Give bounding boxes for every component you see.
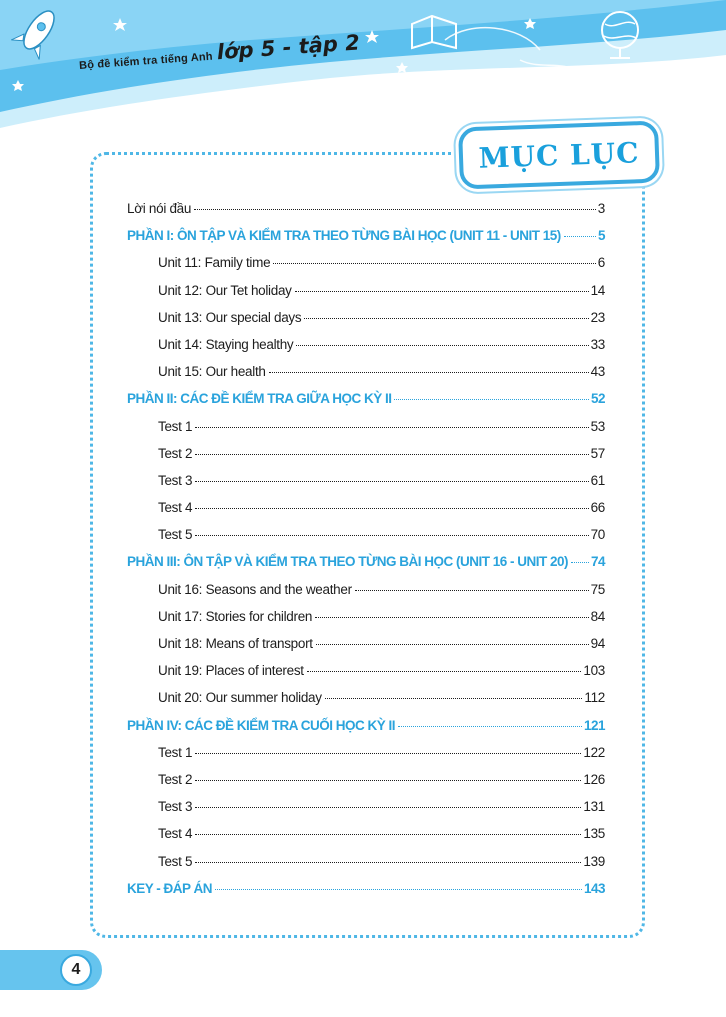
dot-leader: [195, 535, 588, 536]
toc-entry-row: [127, 582, 605, 609]
toc-entry-title: Unit 18: Means of transport: [158, 636, 313, 651]
toc-entry-row: [127, 636, 605, 663]
dot-leader: [564, 236, 596, 237]
toc-part-row: [127, 228, 605, 255]
toc-page-number: 14: [590, 282, 605, 298]
toc-entry-title: Unit 16: Seasons and the weather: [158, 581, 352, 597]
toc-entry-title: PHẦN I: ÔN TẬP VÀ KIỂM TRA THEO TỪNG BÀI HỌC (UNIT 11 - UNIT 15): [127, 228, 561, 244]
toc-entry-title: Unit 20: Our summer holiday: [158, 690, 322, 706]
series-title-small: Bộ đề kiểm tra tiếng Anh: [78, 50, 214, 72]
toc-entry-title: Test 3: [158, 472, 193, 488]
toc-page-number: 135: [583, 826, 605, 842]
dot-leader: [269, 372, 589, 373]
toc-entry-title: Test 1: [158, 418, 193, 434]
toc-entry-title: KEY - ĐÁP ÁN: [127, 880, 213, 896]
toc-entry-title: Test 2: [158, 771, 193, 787]
toc-entry-row: [127, 446, 605, 473]
toc-entry-row: [127, 772, 605, 799]
toc-entry-title: Test 5: [158, 853, 193, 869]
toc-page-number: 131: [583, 799, 605, 815]
toc-page-number: 5: [597, 228, 605, 244]
toc-entry-title: Test 2: [158, 445, 193, 461]
toc-list: [127, 201, 605, 908]
toc-page-number: 121: [583, 717, 605, 733]
toc-entry-row: [127, 854, 605, 881]
dot-leader: [571, 562, 589, 563]
toc-entry-title: Unit 15: Our health: [158, 364, 266, 380]
toc-entry-row: [127, 283, 605, 310]
dot-leader: [304, 318, 588, 319]
dot-leader: [195, 780, 581, 781]
toc-entry-title: Unit 11: Family time: [158, 255, 271, 271]
toc-entry-title: Unit 17: Stories for children: [158, 608, 313, 624]
page-number: 4: [60, 954, 92, 986]
dot-leader: [315, 617, 588, 618]
toc-page-number: 139: [583, 853, 605, 869]
toc-entry-row: [127, 310, 605, 337]
toc-entry-row: [127, 419, 605, 446]
dot-leader: [194, 209, 596, 210]
toc-page-number: 74: [590, 554, 605, 570]
toc-entry-row: [127, 690, 605, 717]
toc-page-number: 23: [590, 309, 605, 325]
dot-leader: [316, 644, 589, 645]
toc-page-number: 84: [590, 608, 605, 624]
dot-leader: [355, 590, 589, 591]
toc-entry-title: PHẦN IV: CÁC ĐỀ KIỂM TRA CUỐI HỌC KỲ II: [127, 717, 396, 733]
toc-page-number: 103: [583, 663, 605, 679]
dot-leader: [195, 753, 581, 754]
toc-entry-title: PHẦN II: CÁC ĐỀ KIỂM TRA GIỮA HỌC KỲ II: [127, 391, 392, 407]
toc-page-number: 112: [584, 690, 605, 706]
toc-entry-row: [127, 609, 605, 636]
toc-entry-title: Test 4: [158, 826, 193, 842]
toc-entry-title: Test 4: [158, 500, 193, 516]
dot-leader: [195, 834, 581, 835]
toc-page-number: 52: [590, 391, 605, 407]
toc-entry-title: Unit 19: Places of interest: [158, 663, 304, 679]
toc-page-number: 66: [590, 500, 605, 516]
toc-entry-title: PHẦN III: ÔN TẬP VÀ KIỂM TRA THEO TỪNG BÀI HỌC (UNIT 16 - UNIT 20): [127, 554, 568, 570]
toc-page-number: 6: [597, 255, 605, 271]
toc-entry-title: Unit 12: Our Tet holiday: [158, 282, 292, 298]
toc-entry-title: Lời nói đầu: [127, 201, 192, 216]
toc-page-number: 57: [590, 445, 605, 461]
toc-entry-title: Test 5: [158, 527, 193, 543]
toc-entry-row: [127, 527, 605, 554]
toc-page-number: 75: [590, 581, 605, 597]
dot-leader: [307, 671, 582, 672]
dot-leader: [195, 454, 588, 455]
series-title-big: lớp 5 - tập 2: [216, 30, 361, 65]
toc-page-number: 122: [583, 744, 605, 760]
dot-leader: [215, 889, 582, 890]
toc-page-number: 126: [583, 771, 605, 787]
toc-entry-row: [127, 826, 605, 853]
dot-leader: [295, 291, 589, 292]
toc-entry-row: [127, 473, 605, 500]
toc-entry-title: Unit 13: Our special days: [158, 309, 302, 325]
toc-page-number: 53: [590, 418, 605, 434]
toc-page-number: 61: [590, 472, 605, 488]
toc-entry-row: [127, 663, 605, 690]
toc-part-row: [127, 554, 605, 581]
dot-leader: [394, 399, 589, 400]
toc-entry-row: [127, 364, 605, 391]
dot-leader: [296, 345, 588, 346]
toc-page-number: 43: [590, 364, 605, 380]
toc-entry-title: Unit 14: Staying healthy: [158, 336, 294, 352]
toc-entry-row: [127, 201, 605, 228]
dot-leader: [195, 427, 588, 428]
toc-entry-row: [127, 337, 605, 364]
toc-entry-row: [127, 255, 605, 282]
toc-page-number: 143: [583, 880, 605, 896]
toc-entry-row: [127, 745, 605, 772]
toc-page-number: 94: [590, 636, 605, 651]
toc-entry-row: [127, 799, 605, 826]
toc-part-row: [127, 391, 605, 418]
toc-page-number: 3: [597, 201, 605, 216]
toc-entry-title: Test 3: [158, 799, 193, 815]
dot-leader: [195, 862, 581, 863]
toc-entry-row: [127, 500, 605, 527]
toc-part-row: [127, 881, 605, 908]
toc-entry-title: Test 1: [158, 744, 193, 760]
dot-leader: [325, 698, 583, 699]
dot-leader: [398, 726, 582, 727]
toc-title: MỤC LỤC: [478, 135, 640, 175]
toc-page-number: 33: [590, 336, 605, 352]
toc-part-row: [127, 718, 605, 745]
dot-leader: [195, 481, 588, 482]
toc-title-badge: [458, 121, 660, 190]
dot-leader: [195, 508, 588, 509]
dot-leader: [273, 263, 596, 264]
dot-leader: [195, 807, 581, 808]
toc-page-number: 70: [590, 527, 605, 543]
